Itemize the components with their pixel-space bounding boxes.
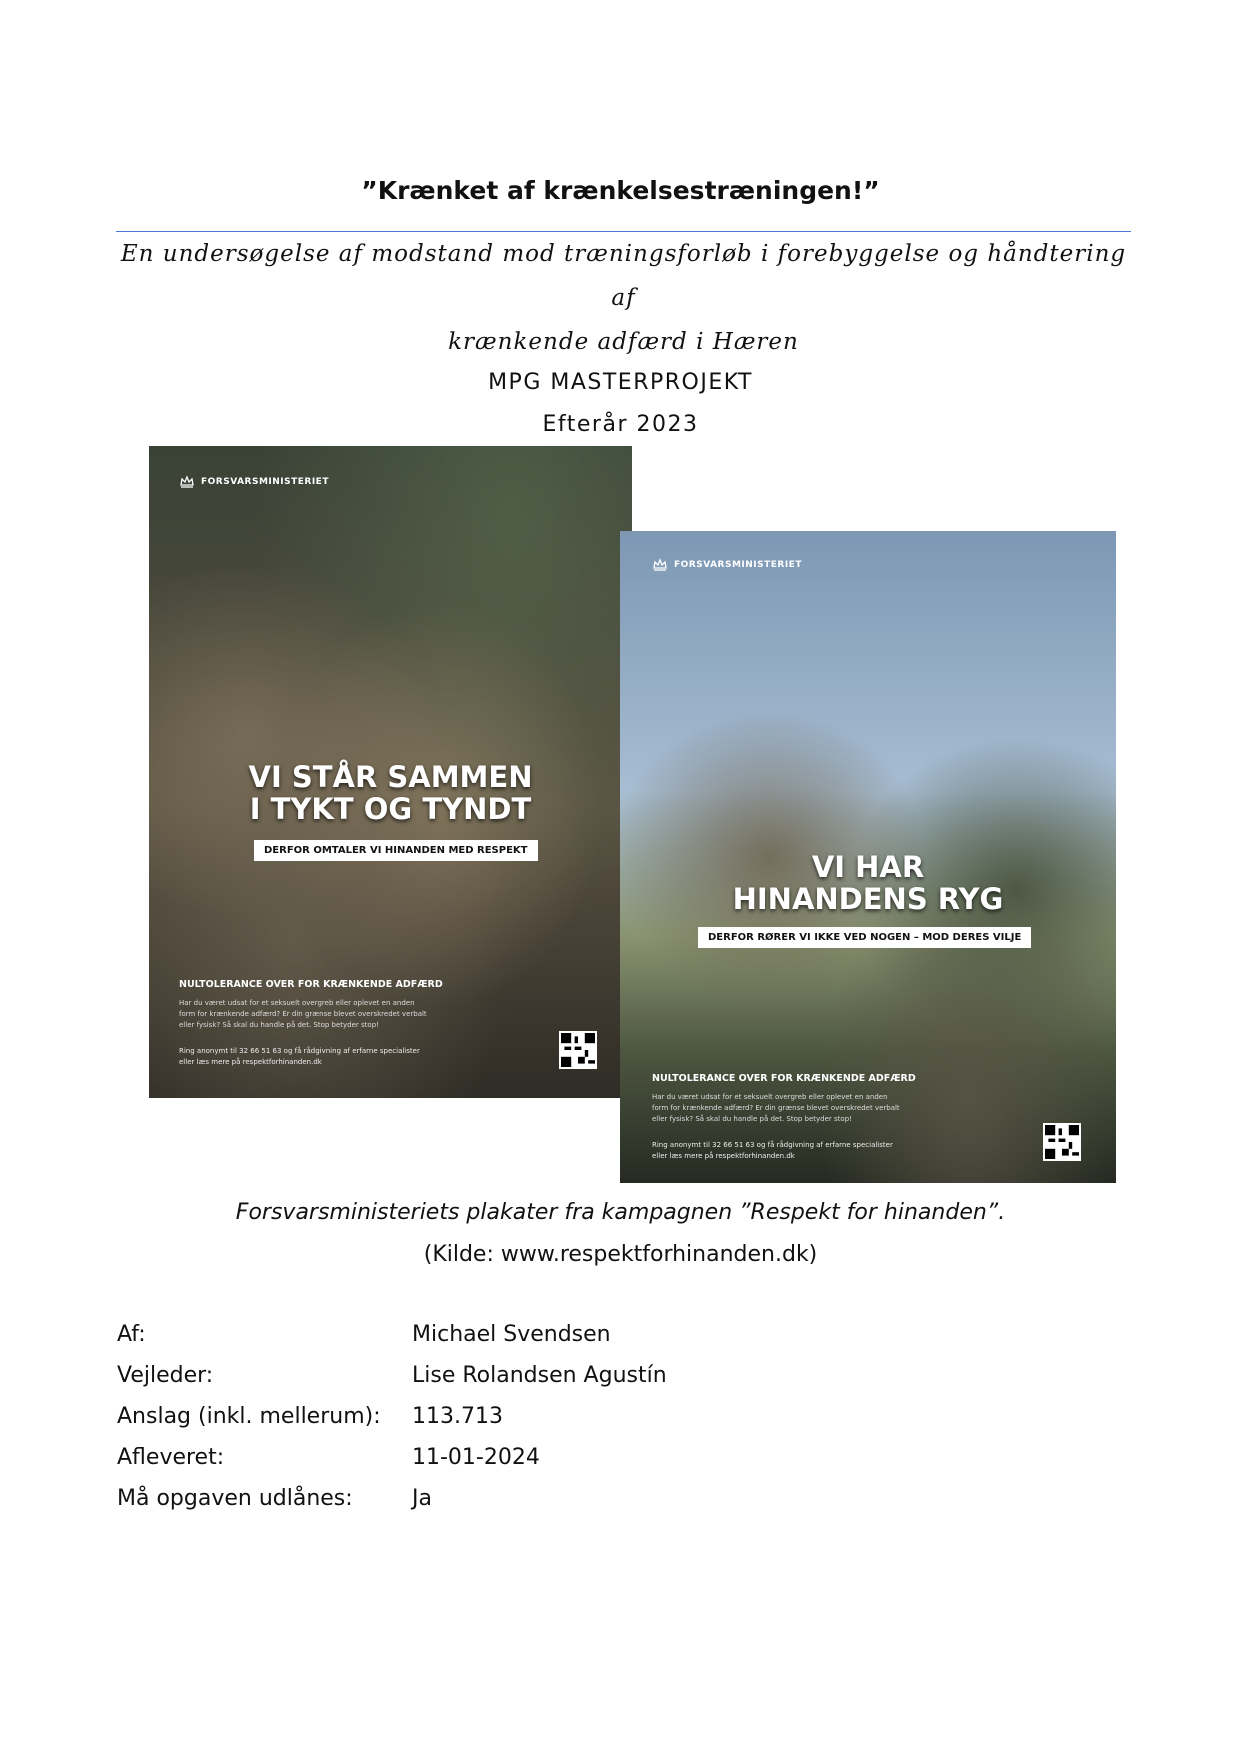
qr-code-icon [1043, 1123, 1081, 1161]
detail-value: 11-01-2024 [412, 1445, 540, 1470]
subtitle-line: krænkende adfærd i Hæren [448, 329, 799, 355]
poster-body-text [652, 1092, 900, 1125]
detail-row [117, 1396, 667, 1437]
detail-value: 113.713 [412, 1404, 503, 1429]
semester: Efterår 2023 [542, 412, 699, 437]
body-line: Har du været udsat for et seksuelt overgreb eller oplevet en anden [652, 1093, 888, 1101]
poster-tagline: DERFOR OMTALER VI HINANDEN MED RESPEKT [254, 840, 538, 861]
detail-value: Ja [412, 1486, 432, 1511]
detail-row [117, 1314, 667, 1355]
detail-label: Vejleder: [117, 1363, 214, 1388]
body-line: form for krænkende adfærd? Er din grænse blevet overskredet verbalt [652, 1104, 900, 1112]
body-line: form for krænkende adfærd? Er din grænse blevet overskredet verbalt [179, 1010, 427, 1018]
detail-label: Afleveret: [117, 1445, 225, 1470]
poster-contact-text [179, 1046, 420, 1068]
headline-line: VI STÅR SAMMEN [248, 760, 533, 794]
headline-line: I TYKT OG TYNDT [249, 792, 532, 826]
document-subtitle [116, 232, 1131, 364]
subtitle-line: En undersøgelse af modstand mod træningsforløb i forebyggelse og håndtering af [120, 241, 1127, 311]
document-title: ”Krænket af krænkelsestræningen!” [361, 176, 880, 205]
body-line: eller fysisk? Så skal du handle på det. Stop betyder stop! [179, 1021, 379, 1029]
project-type: MPG MASTERPROJEKT [488, 370, 753, 395]
caption-source: (Kilde: www.respektforhinanden.dk) [423, 1242, 818, 1267]
detail-label: Af: [117, 1322, 146, 1347]
body-line: Har du været udsat for et seksuelt overgreb eller oplevet en anden [179, 999, 415, 1007]
ministry-logo [179, 474, 329, 490]
detail-row [117, 1437, 667, 1478]
caption-text: Forsvarsministeriets plakater fra kampagnen ”Respekt for hinanden”. [235, 1200, 1006, 1225]
detail-label: Anslag (inkl. mellerum): [117, 1404, 381, 1429]
detail-row [117, 1355, 667, 1396]
body-line: eller fysisk? Så skal du handle på det. Stop betyder stop! [652, 1115, 852, 1123]
ministry-logo [652, 557, 802, 573]
logo-text: FORSVARSMINISTERIET [201, 477, 329, 487]
poster-tagline: DERFOR RØRER VI IKKE VED NOGEN – MOD DERES VILJE [698, 927, 1031, 948]
project-info [0, 362, 1241, 446]
logo-text: FORSVARSMINISTERIET [674, 560, 802, 570]
detail-label: Må opgaven udlånes: [117, 1486, 353, 1511]
zero-tolerance-heading: NULTOLERANCE OVER FOR KRÆNKENDE ADFÆRD [179, 979, 443, 990]
campaign-poster-1 [149, 446, 632, 1098]
detail-row [117, 1478, 667, 1519]
poster-contact-text [652, 1140, 893, 1162]
zero-tolerance-heading: NULTOLERANCE OVER FOR KRÆNKENDE ADFÆRD [652, 1073, 916, 1084]
headline-line: VI HAR [811, 850, 925, 884]
poster-body-text [179, 998, 427, 1031]
poster-headline [149, 761, 632, 825]
campaign-poster-2 [620, 531, 1116, 1183]
contact-line: Ring anonymt til 32 66 51 63 og få rådgivning af erfarne specialister [652, 1141, 893, 1149]
project-details [117, 1314, 667, 1519]
detail-value: Michael Svendsen [412, 1322, 611, 1347]
contact-line: eller læs mere på respektforhinanden.dk [652, 1152, 795, 1160]
detail-value: Lise Rolandsen Agustín [412, 1363, 667, 1388]
qr-code-icon [559, 1031, 597, 1069]
crown-icon [652, 557, 668, 573]
poster-headline [620, 851, 1116, 915]
contact-line: Ring anonymt til 32 66 51 63 og få rådgivning af erfarne specialister [179, 1047, 420, 1055]
crown-icon [179, 474, 195, 490]
contact-line: eller læs mere på respektforhinanden.dk [179, 1058, 322, 1066]
headline-line: HINANDENS RYG [732, 882, 1004, 916]
figure-caption [0, 1192, 1241, 1276]
